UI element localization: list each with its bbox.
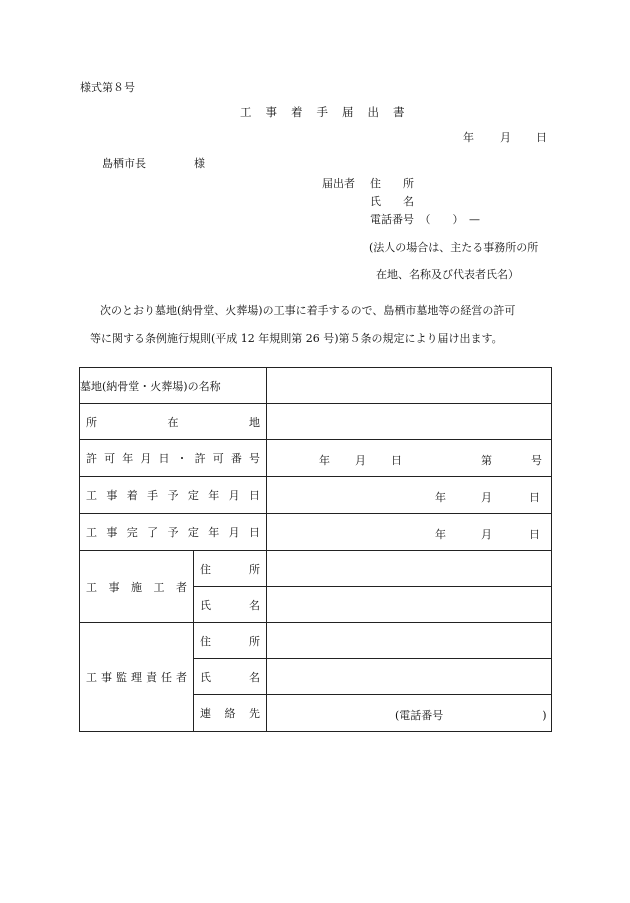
contractor-address-label: 住 所 — [194, 551, 267, 587]
applicant-note-line2: 在地、名称及び代表者氏名） — [376, 268, 519, 281]
completion-date-label: 工 事 完 了 予 定 年 月 日 — [80, 514, 267, 551]
table-row-contractor-address — [80, 551, 552, 587]
table-row-completion-date — [80, 514, 552, 551]
supervisor-address-label: 住 所 — [194, 623, 267, 659]
location-field[interactable] — [267, 404, 552, 440]
location-label: 所 在 地 — [80, 404, 267, 440]
notification-table — [79, 367, 552, 732]
body-text-line1: 次のとおり墓地(納骨堂、火葬場)の工事に着手するので、島栖市墓地等の経営の許可 — [100, 304, 516, 317]
applicant-note-line1: (法人の場合は、主たる事務所の所 — [369, 241, 539, 254]
contractor-name-field[interactable] — [267, 587, 552, 623]
applicant-address-label: 住 所 — [370, 177, 414, 190]
start-date-label: 工 事 着 手 予 定 年 月 日 — [80, 477, 267, 514]
contractor-label: 工 事 施 工 者 — [80, 551, 194, 623]
date-year: 年 — [463, 131, 474, 144]
table-row-facility-name — [80, 368, 552, 404]
contractor-name-label: 氏 名 — [194, 587, 267, 623]
supervisor-name-field[interactable] — [267, 659, 552, 695]
recipient-honorific: 様 — [194, 157, 205, 170]
facility-name-label: 墓地(納骨堂・火葬場)の名称 — [80, 368, 267, 404]
permit-date-number-field[interactable]: 年 月 日 第 号 — [267, 440, 552, 477]
supervisor-contact-label: 連 絡 先 — [194, 695, 267, 732]
start-date-field[interactable]: 年 月 日 — [267, 477, 552, 514]
date-day: 日 — [536, 131, 547, 144]
applicant-name-label: 氏 名 — [370, 195, 414, 208]
contractor-address-field[interactable] — [267, 551, 552, 587]
table-row-start-date — [80, 477, 552, 514]
table-row-supervisor-address — [80, 623, 552, 659]
applicant-phone-label: 電話番号 （ ） — — [370, 213, 480, 226]
date-month: 月 — [500, 131, 511, 144]
completion-date-field[interactable]: 年 月 日 — [267, 514, 552, 551]
form-number: 様式第８号 — [80, 81, 135, 94]
body-text-line2: 等に関する条例施行規則(平成 12 年規則第 26 号)第５条の規定により届け出ます。 — [90, 332, 503, 345]
recipient-mayor: 島栖市長 — [102, 157, 146, 170]
supervisor-name-label: 氏 名 — [194, 659, 267, 695]
facility-name-field[interactable] — [267, 368, 552, 404]
supervisor-address-field[interactable] — [267, 623, 552, 659]
document-title: 工事着手届出書 — [240, 105, 419, 119]
table-row-location — [80, 404, 552, 440]
supervisor-contact-field[interactable] — [267, 695, 552, 732]
phone-note: (電話番号 ) — [395, 709, 547, 722]
permit-date-number-label: 許 可 年 月 日 ・ 許 可 番 号 — [80, 440, 267, 477]
applicant-label: 届出者 — [322, 177, 355, 190]
table-row-permit — [80, 440, 552, 477]
supervisor-label: 工 事 監 理 責 任 者 — [80, 623, 194, 732]
